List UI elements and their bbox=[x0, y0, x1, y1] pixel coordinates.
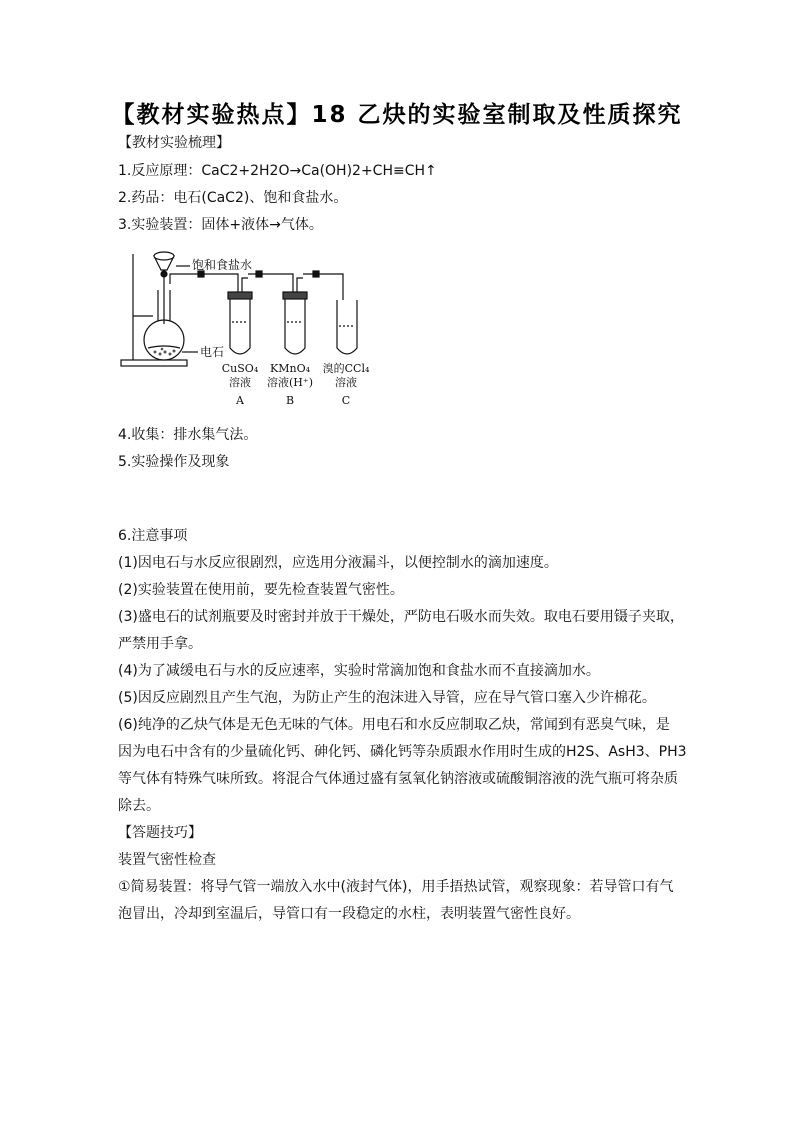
note-line: (6)纯净的乙炔气体是无色无味的气体。用电石和水反应制取乙炔，常闻到有恶臭气味，是 bbox=[118, 717, 670, 733]
tips-line: 泡冒出，冷却到室温后，导管口有一段稳定的水柱，表明装置气密性良好。 bbox=[118, 906, 580, 922]
round-bottom-flask bbox=[144, 320, 184, 360]
tips-subheading: 装置气密性检查 bbox=[118, 852, 216, 868]
note-line: 因为电石中含有的少量硫化钙、砷化钙、磷化钙等杂质跟水作用时生成的H2S、AsH3、PH3 bbox=[118, 744, 687, 760]
note-line: (4)为了减缓电石与水的反应速率，实验时常滴加饱和食盐水而不直接滴加水。 bbox=[118, 663, 600, 679]
note-line: 等气体有特殊气味所致。将混合气体通过盛有氢氧化钠溶液或硫酸铜溶液的洗气瓶可将杂质 bbox=[118, 771, 678, 787]
tube-c-letter: C bbox=[341, 394, 351, 407]
notes-heading: 6.注意事项 bbox=[118, 528, 188, 544]
reagents-line: 2.药品：电石(CaC2)、饱和食盐水。 bbox=[118, 190, 348, 206]
operation-line: 5.实验操作及现象 bbox=[118, 454, 230, 470]
document-title: 【教材实验热点】18 乙炔的实验室制取及性质探究 bbox=[111, 102, 683, 128]
apparatus-diagram bbox=[118, 244, 388, 414]
solid-label: 电石 bbox=[200, 345, 225, 359]
test-tube-b bbox=[285, 294, 305, 354]
test-tube-a bbox=[230, 294, 250, 354]
note-line: (2)实验装置在使用前，要先检查装置气密性。 bbox=[118, 582, 404, 598]
tube-c-reagent: 溴的CCl₄ bbox=[322, 362, 370, 375]
note-line: 严禁用手拿。 bbox=[118, 636, 202, 652]
note-line: 除去。 bbox=[118, 798, 160, 814]
note-line: (3)盛电石的试剂瓶要及时密封并放于干燥处，严防电石吸水而失效。取电石要用镊子夹取， bbox=[118, 609, 684, 625]
tube-a-letter: A bbox=[236, 394, 244, 407]
funnel-label: 饱和食盐水 bbox=[192, 258, 253, 272]
tube-a-solution: 溶液 bbox=[229, 376, 251, 389]
tips-line: ①简易装置：将导气管一端放入水中(液封气体)，用手捂热试管，观察现象：若导管口有气 bbox=[118, 879, 674, 895]
test-tube-c bbox=[337, 300, 357, 354]
tube-b-solution: 溶液(H⁺) bbox=[267, 376, 313, 389]
section-header-review: 【教材实验梳理】 bbox=[118, 135, 230, 151]
section-header-tips: 【答题技巧】 bbox=[118, 825, 202, 841]
note-line: (1)因电石与水反应很剧烈，应选用分液漏斗，以便控制水的滴加速度。 bbox=[118, 555, 558, 571]
reaction-principle: 1.反应原理：CaC2+2H2O→Ca(OH)2+CH≡CH↑ bbox=[118, 163, 437, 179]
tube-c-solution: 溶液 bbox=[335, 376, 357, 389]
stand-base bbox=[121, 360, 187, 366]
note-line: (5)因反应剧烈且产生气泡，为防止产生的泡沫进入导管，应在导气管口塞入少许棉花。 bbox=[118, 690, 656, 706]
collection-line: 4.收集：排水集气法。 bbox=[118, 427, 258, 443]
tube-b-reagent: KMnO₄ bbox=[270, 362, 310, 375]
tube-b-letter: B bbox=[285, 394, 295, 407]
tube-a-reagent: CuSO₄ bbox=[221, 362, 259, 375]
apparatus-line: 3.实验装置：固体+液体→气体。 bbox=[118, 217, 323, 233]
